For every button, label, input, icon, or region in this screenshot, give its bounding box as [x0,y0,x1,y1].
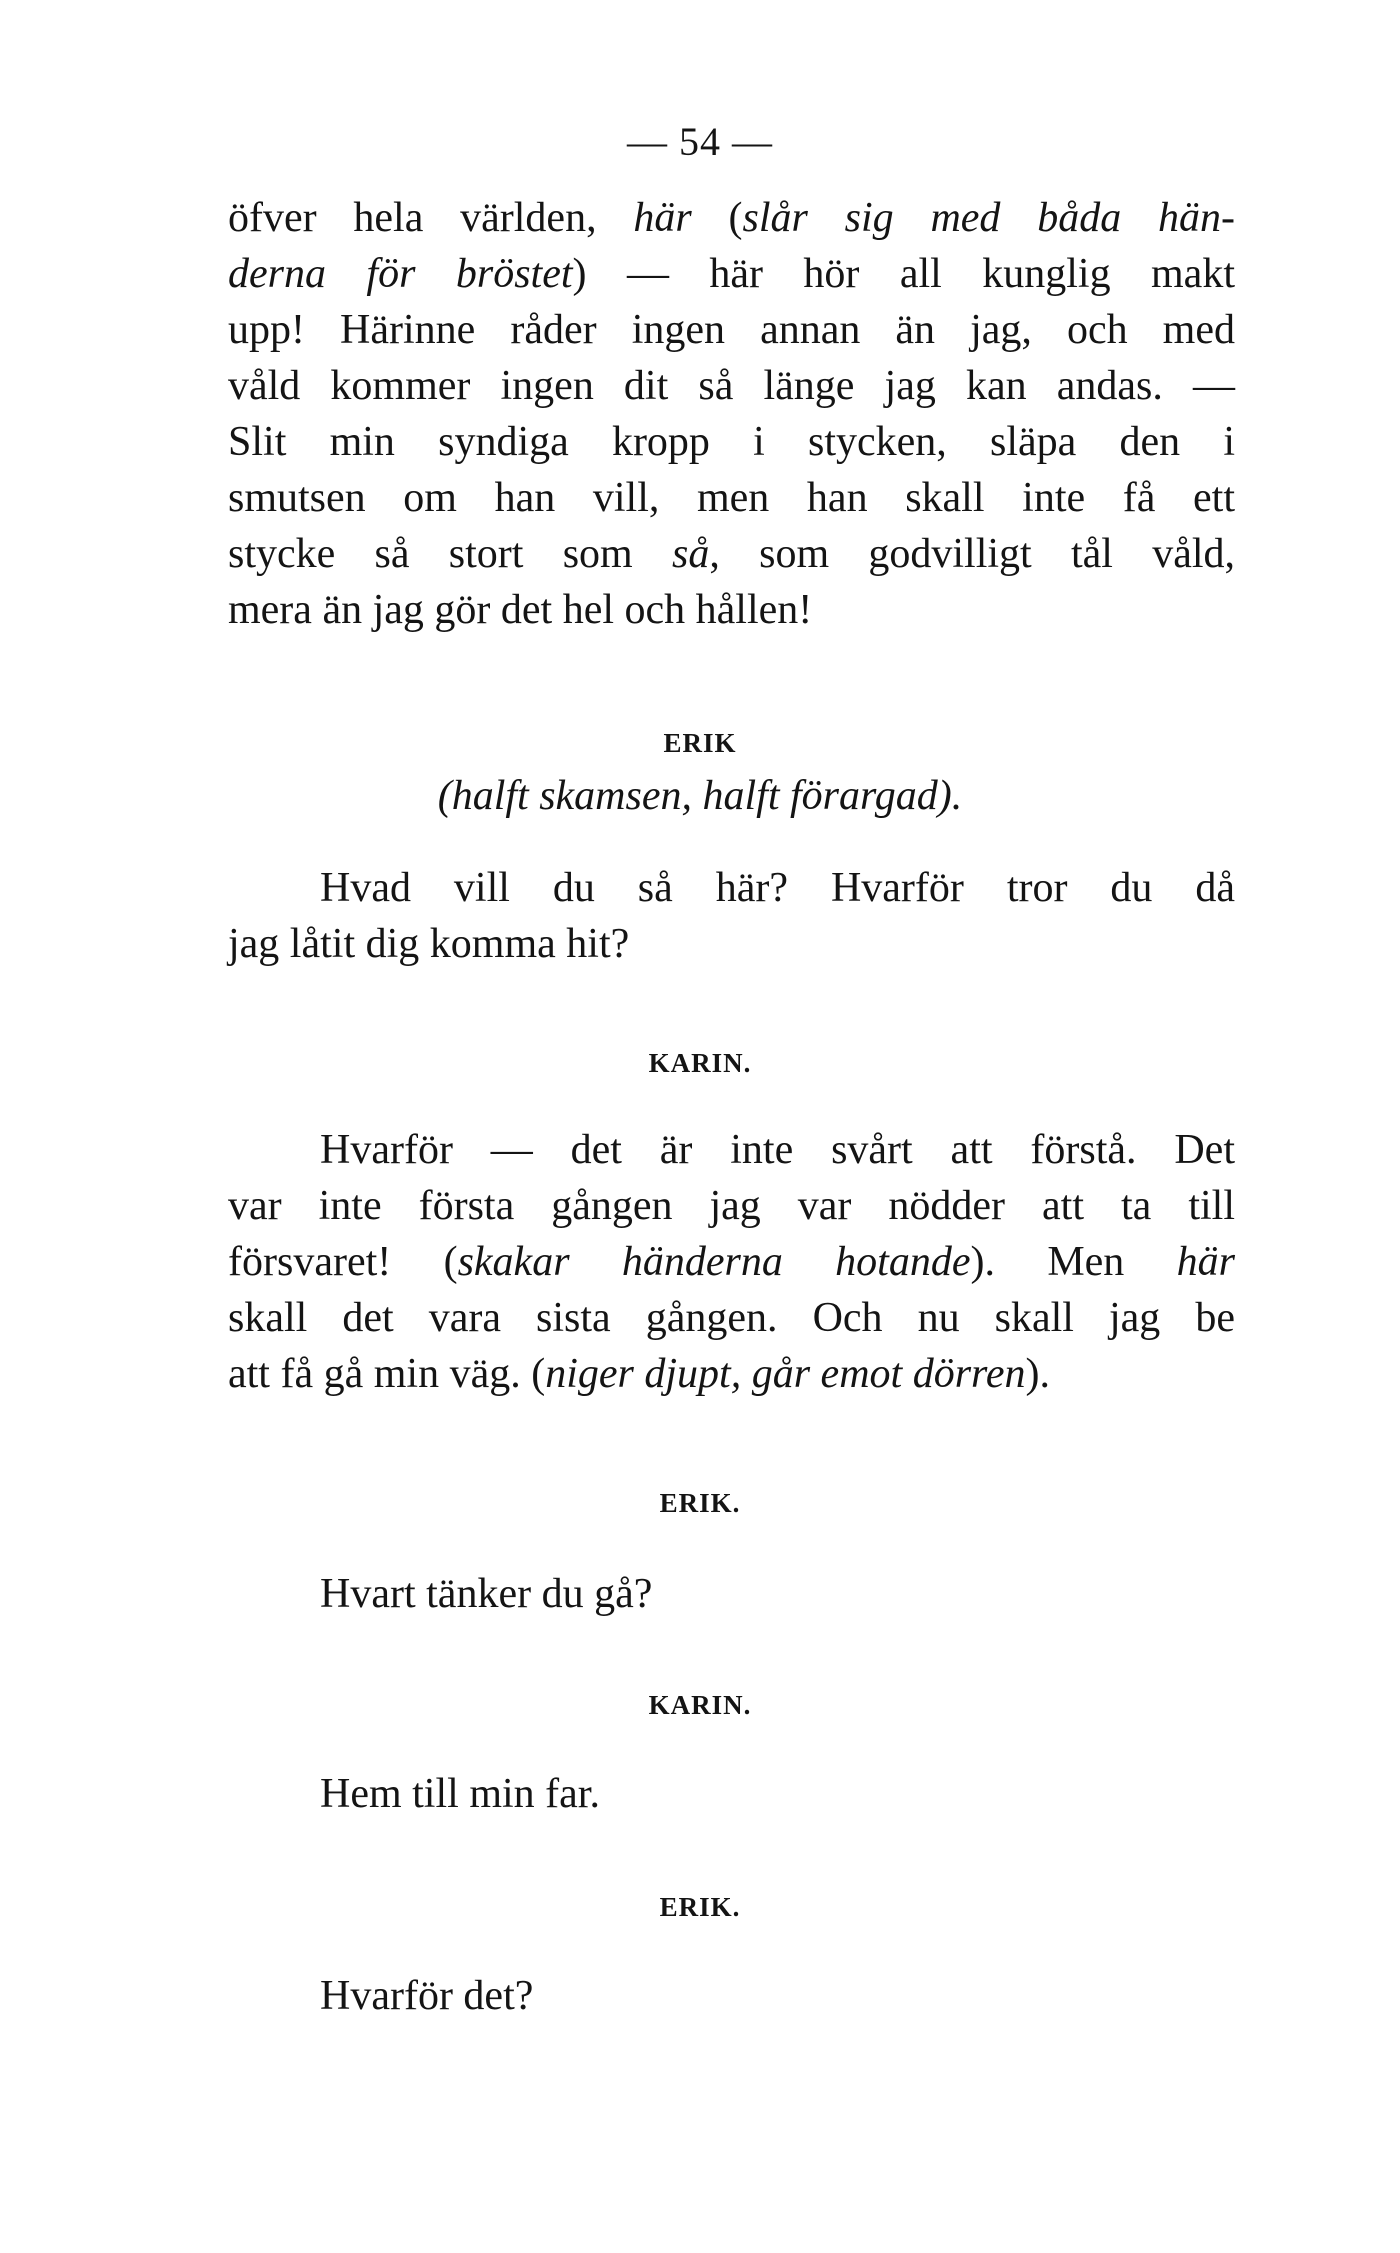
text-line: skall det vara sista gången. Och nu skall jag be [228,1295,1235,1341]
speaker-name: KARIN. [648,1690,752,1720]
text-line: försvaret! (skakar händerna hotande). Men här [228,1239,1235,1285]
paragraph-karin-speech-2 [228,1122,1235,1402]
text-line: Hvarför — det är inte svårt att förstå. Det [320,1127,1235,1173]
paragraph-karin-speech-1 [228,190,1235,638]
text-line: derna för bröstet) — här hör all kunglig makt [228,251,1235,297]
text-line: mera än jag gör det hel och hållen! [228,587,813,633]
dialogue-line: Hem till min far. [320,1771,600,1817]
dialogue-line: Hvarför det? [320,1973,534,2019]
speaker-name: KARIN. [648,1048,752,1078]
text-line: upp! Härinne råder ingen annan än jag, och med [228,307,1235,353]
speaker-name: ERIK [663,728,737,758]
paragraph-erik-speech-1 [228,860,1235,972]
text-line: smutsen om han vill, men han skall inte få ett [228,475,1235,521]
dialogue-line: Hvart tänker du gå? [320,1571,653,1617]
page-number: — 54 — [627,119,773,164]
text-line: våld kommer ingen dit så länge jag kan andas. — [228,363,1235,409]
text-line: var inte första gången jag var nödder att ta till [228,1183,1235,1229]
speaker-name: ERIK. [659,1892,741,1922]
text-line: stycke så stort som så, som godvilligt tål våld, [228,531,1235,577]
stage-direction: (halft skamsen, halft förargad). [437,773,963,819]
text-line: jag låtit dig komma hit? [228,921,630,967]
text-line: öfver hela världen, här (slår sig med båda hän- [228,195,1235,241]
text-line: Hvad vill du så här? Hvarför tror du då [320,865,1235,911]
text-line: att få gå min väg. (niger djupt, går emot dörren). [228,1351,1050,1397]
text-line: Slit min syndiga kropp i stycken, släpa den i [228,419,1235,465]
speaker-name: ERIK. [659,1488,741,1518]
